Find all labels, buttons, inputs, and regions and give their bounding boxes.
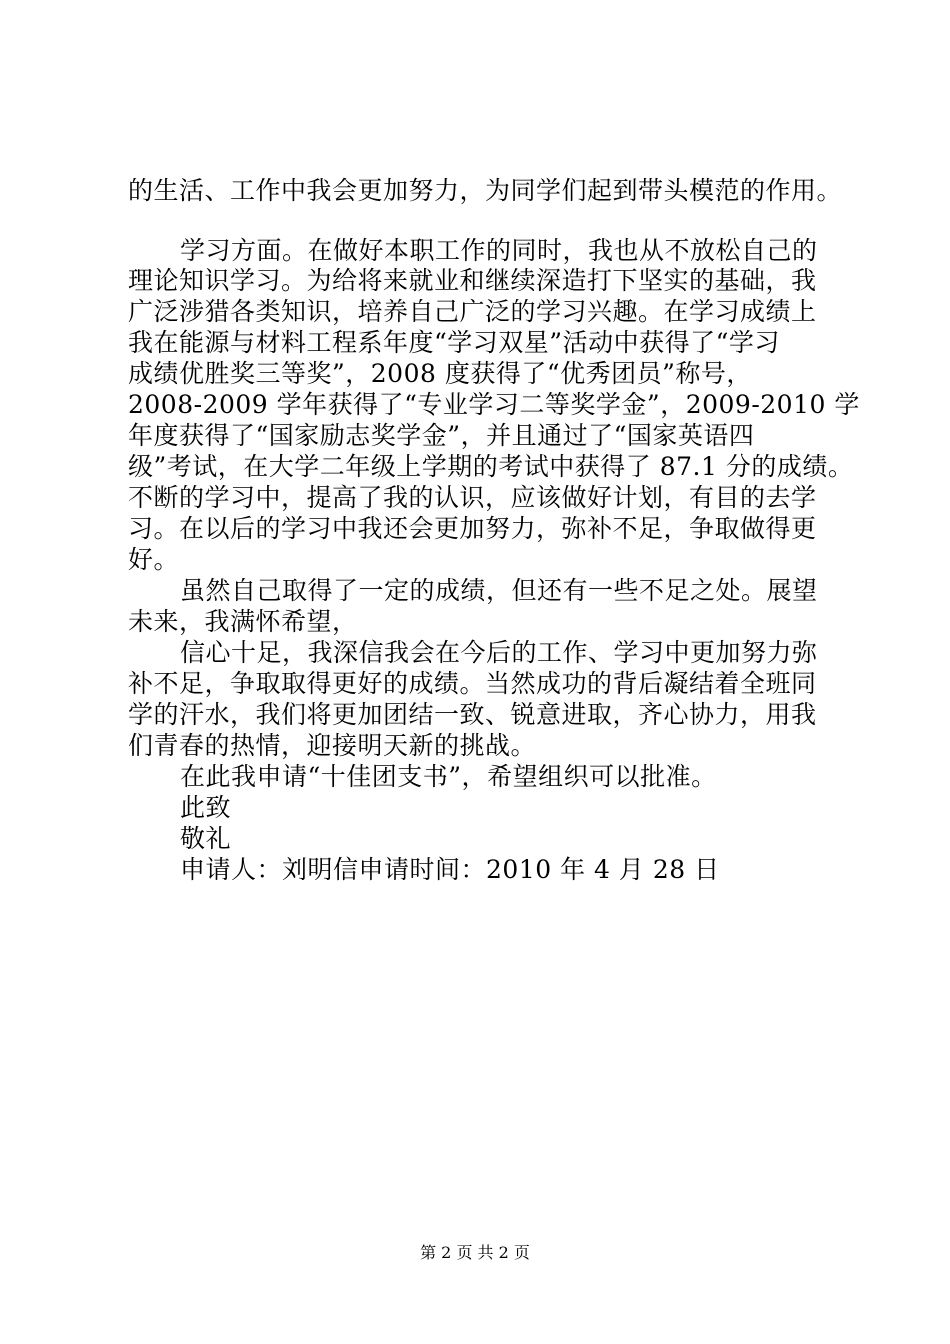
closing-salutation: 此致 [180, 793, 232, 822]
text-line: 们青春的热情，迎接明天新的挑战。 [128, 731, 537, 760]
text-line: 理论知识学习。为给将来就业和继续深造打下坚实的基础，我 [128, 266, 817, 295]
paragraph-confidence-start: 信心十足，我深信我会在今后的工作、学习中更加努力弥 [180, 638, 818, 667]
text-line: 年度获得了“国家励志奖学金”，并且通过了“国家英语四 [128, 421, 755, 450]
paragraph-study-start: 学习方面。在做好本职工作的同时，我也从不放松自己的 [180, 236, 818, 265]
text-line: 2008-2009 学年获得了“专业学习二等奖学金”，2009-2010 学 [128, 390, 860, 419]
paragraph-outlook-start: 虽然自己取得了一定的成绩，但还有一些不足之处。展望 [180, 576, 818, 605]
text-line: 级”考试，在大学二年级上学期的考试中获得了 87.1 分的成绩。 [128, 452, 854, 481]
text-line: 学的汗水，我们将更加团结一致、锐意进取，齐心协力，用我 [128, 700, 817, 729]
signature-line: 申请人：刘明信申请时间：2010 年 4 月 28 日 [180, 855, 720, 884]
text-line: 未来，我满怀希望， [128, 607, 358, 636]
text-line: 广泛涉猎各类知识，培养自己广泛的学习兴趣。在学习成绩上 [128, 297, 817, 326]
text-line: 的生活、工作中我会更加努力，为同学们起到带头模范的作用。 [128, 176, 843, 205]
text-line: 习。在以后的学习中我还会更加努力，弥补不足，争取做得更 [128, 514, 817, 543]
text-line: 我在能源与材料工程系年度“学习双星”活动中获得了“学习 [128, 328, 780, 357]
application-request: 在此我申请“十佳团支书”，希望组织可以批准。 [180, 762, 717, 791]
text-line: 补不足，争取取得更好的成绩。当然成功的背后凝结着全班同 [128, 669, 817, 698]
text-line: 好。 [128, 545, 180, 574]
closing-regards: 敬礼 [180, 824, 232, 853]
text-line: 不断的学习中，提高了我的认识，应该做好计划，有目的去学 [128, 483, 817, 512]
text-line: 成绩优胜奖三等奖”，2008 度获得了“优秀团员”称号， [128, 359, 752, 388]
page-number-footer: 第 2 页 共 2 页 [420, 1243, 530, 1262]
